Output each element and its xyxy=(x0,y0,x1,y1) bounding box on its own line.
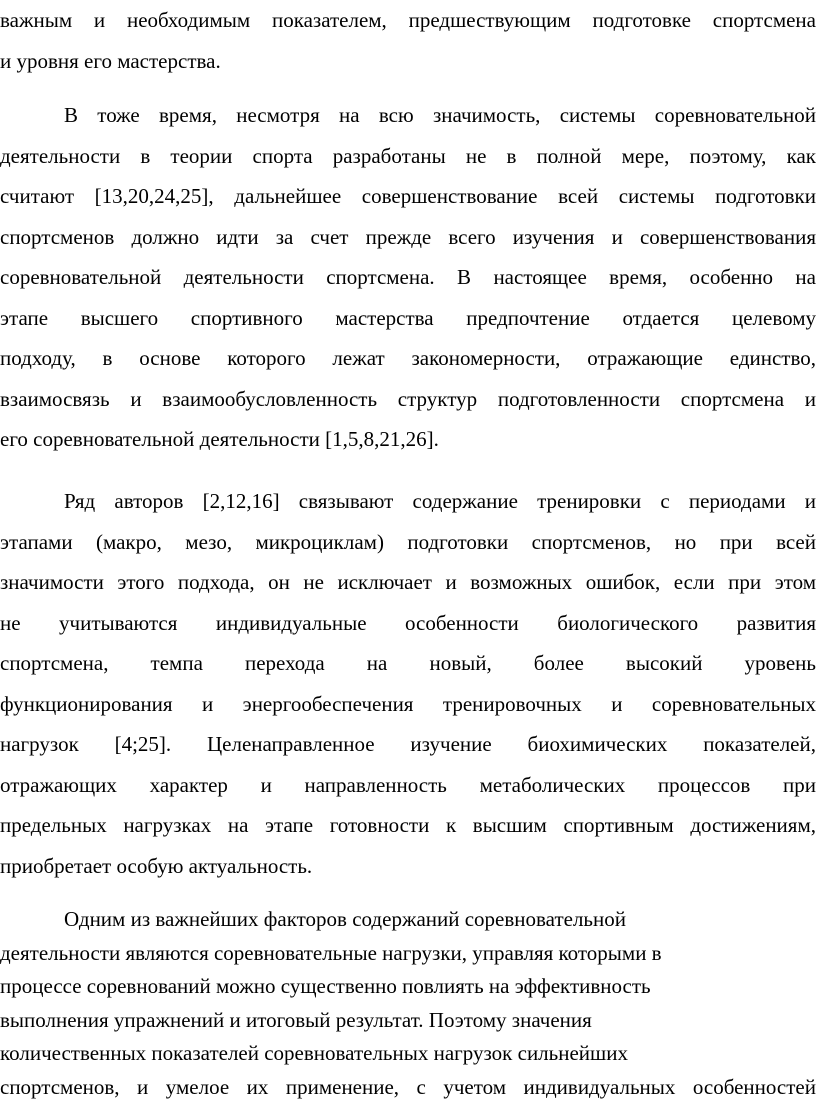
text-line: процессе соревнований можно существенно повлиять на эффективность xyxy=(0,974,651,998)
text-line: деятельности являются соревновательные нагрузки, управляя которыми в xyxy=(0,940,662,965)
text-line: отражающих характер и направленность метаболических процессов при xyxy=(0,772,816,797)
text-line: значимости этого подхода, он не исключает и возможных ошибок, если при этом xyxy=(0,570,816,594)
text-line: Ряд авторов [2,12,16] связывают содержание тренировки с периодами и xyxy=(64,489,816,513)
text-line: деятельности в теории спорта разработаны не в полной мере, поэтому, как xyxy=(0,143,816,168)
text-line: его соревновательной деятельности [1,5,8,21,26]. xyxy=(0,427,439,451)
text-line: спортсменов должно идти за счет прежде всего изучения и совершенствования xyxy=(0,224,816,249)
text-line: и уровня его мастерства. xyxy=(0,48,221,73)
text-line: этапе высшего спортивного мастерства предпочтение отдается целевому xyxy=(0,305,816,330)
text-line: считают [13,20,24,25], дальнейшее совершенствование всей системы подготовки xyxy=(0,184,816,208)
text-line: нагрузок [4;25]. Целенаправленное изучение биохимических показателей, xyxy=(0,732,816,756)
text-line: взаимосвязь и взаимообусловленность структур подготовленности спортсмена и xyxy=(0,386,816,411)
text-line: спортсмена, темпа перехода на новый, более высокий уровень xyxy=(0,651,816,675)
text-line: важным и необходимым показателем, предшествующим подготовке спортсмена xyxy=(0,8,816,32)
text-line: соревновательной деятельности спортсмена. В настоящее время, особенно на xyxy=(0,265,816,289)
text-line: В тоже время, несмотря на всю значимость, системы соревновательной xyxy=(64,103,816,127)
text-line: этапами (макро, мезо, микроциклам) подготовки спортсменов, но при всей xyxy=(0,529,816,554)
text-line: приобретает особую актуальность. xyxy=(0,853,313,878)
text-line: предельных нагрузках на этапе готовности к высшим спортивным достижениям, xyxy=(0,813,816,837)
paragraph-continuation xyxy=(0,0,816,81)
text-line: Одним из важнейших факторов содержаний соревновательной xyxy=(64,907,626,931)
text-line: количественных показателей соревновательных нагрузок сильнейших xyxy=(0,1041,628,1065)
text-line: функционирования и энергообеспечения тренировочных и соревновательных xyxy=(0,691,816,716)
text-line: спортсменов, и умелое их применение, с учетом индивидуальных особенностей xyxy=(0,1074,816,1099)
text-line: не учитываются индивидуальные особенности биологического развития xyxy=(0,610,816,635)
paragraph-training-periods xyxy=(0,481,816,886)
text-line: выполнения упражнений и итоговый результат. Поэтому значения xyxy=(0,1007,592,1032)
paragraph-competitive-activity-system xyxy=(0,95,816,460)
text-line: подходу, в основе которого лежат закономерности, отражающие единство, xyxy=(0,346,816,370)
paragraph-competitive-loads xyxy=(0,903,816,1104)
